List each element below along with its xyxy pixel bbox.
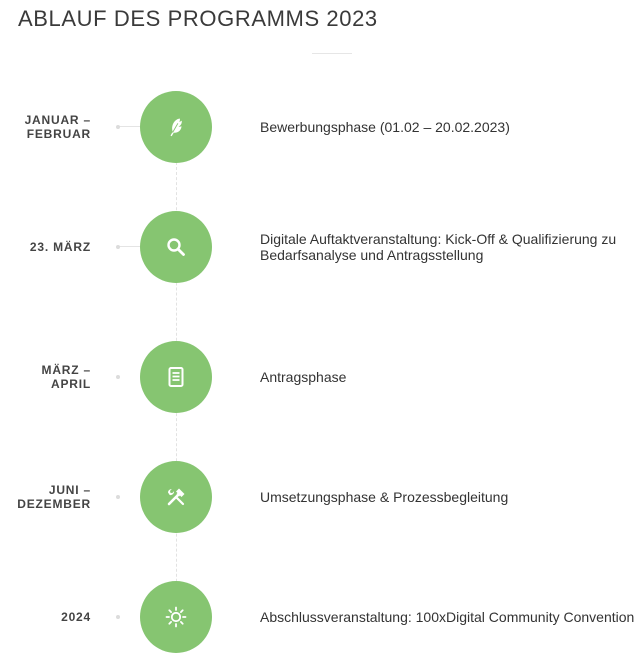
- connector-line: [118, 126, 140, 127]
- title-divider: [312, 53, 352, 54]
- timeline-description: Abschlussveranstaltung: 100xDigital Community Convention: [260, 609, 635, 625]
- timeline-icon-circle: [140, 341, 212, 413]
- connector-dot: [116, 375, 120, 379]
- timeline-icon-circle: [140, 91, 212, 163]
- timeline-date: JUNI – DEZEMBER: [17, 483, 91, 511]
- connector-dot: [116, 495, 120, 499]
- document-icon: [164, 365, 188, 389]
- timeline-item: [0, 581, 642, 653]
- timeline-description: Umsetzungsphase & Prozessbegleitung: [260, 489, 509, 505]
- timeline-description: Digitale Auftaktveranstaltung: Kick-Off & Qualifizierung zu Bedarfsanalyse und Antragsstellung: [260, 231, 617, 263]
- page-title: ABLAUF DES PROGRAMMS 2023: [18, 6, 378, 31]
- timeline-item: [0, 461, 642, 533]
- timeline-date: 2024: [61, 610, 91, 624]
- feather-icon: [164, 115, 188, 139]
- tools-icon: [164, 485, 188, 509]
- timeline-date: MÄRZ – APRIL: [41, 363, 91, 391]
- timeline-item: [0, 91, 642, 163]
- timeline-date: JANUAR – FEBRUAR: [24, 113, 91, 141]
- sun-icon: [164, 605, 188, 629]
- connector-dot: [116, 245, 120, 249]
- timeline-item: [0, 211, 642, 283]
- timeline-item: [0, 341, 642, 413]
- timeline-description: Antragsphase: [260, 369, 347, 385]
- timeline-date: 23. MÄRZ: [29, 240, 91, 254]
- timeline-icon-circle: [140, 581, 212, 653]
- connector-line: [118, 246, 140, 247]
- connector-dot: [116, 125, 120, 129]
- timeline-icon-circle: [140, 211, 212, 283]
- connector-dot: [116, 615, 120, 619]
- timeline-icon-circle: [140, 461, 212, 533]
- search-icon: [164, 235, 188, 259]
- timeline-description: Bewerbungsphase (01.02 – 20.02.2023): [260, 119, 510, 135]
